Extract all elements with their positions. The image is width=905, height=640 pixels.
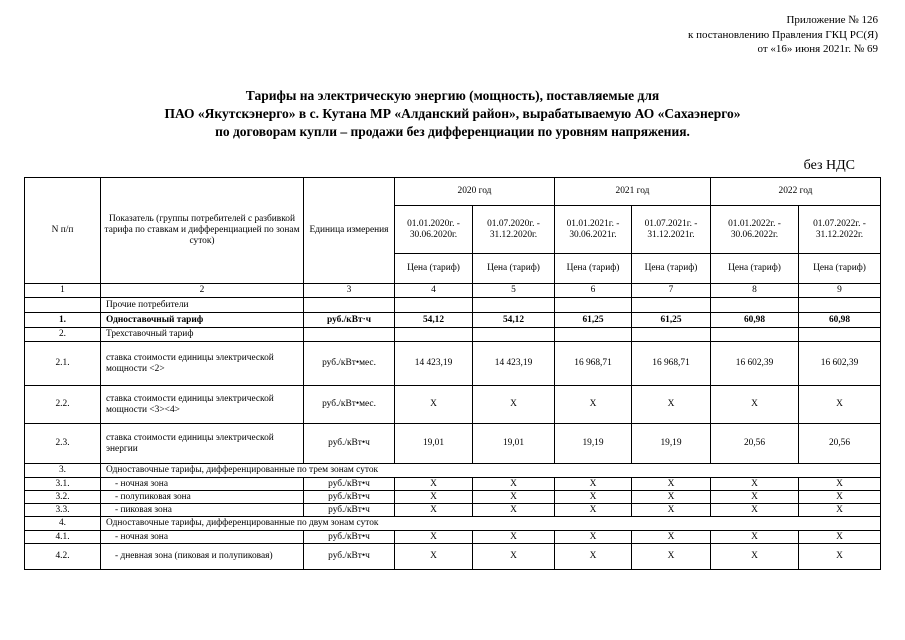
column-number: 2 [101,284,304,298]
table-row [25,464,881,478]
row-indicator: Трехставочный тариф [101,328,304,342]
column-number: 8 [711,284,799,298]
row-indicator: - дневная зона (пиковая и полупиковая) [101,544,304,570]
tariff-value: X [555,478,632,491]
table-row [25,342,881,386]
header-price: Цена (тариф) [632,254,711,284]
tariff-value [711,298,799,313]
column-number: 4 [395,284,473,298]
row-number: 1. [25,313,101,328]
appendix-number: Приложение № 126 [786,14,878,26]
tariff-value: X [555,531,632,544]
tariff-value [555,328,632,342]
header-year-2020: 2020 год [395,178,555,206]
tariff-value: X [395,531,473,544]
tariff-value: 19,01 [473,424,555,464]
column-number: 5 [473,284,555,298]
row-unit: руб./кВт•ч [304,531,395,544]
table-row [25,504,881,517]
tariff-value [799,328,881,342]
tariff-value: X [711,386,799,424]
tariff-value [711,328,799,342]
tariff-value: 54,12 [473,313,555,328]
column-number: 9 [799,284,881,298]
row-number: 2.3. [25,424,101,464]
tariff-value: 16 602,39 [711,342,799,386]
table-row [25,328,881,342]
row-indicator: ставка стоимости единицы электрической энергии [101,424,304,464]
tariff-value: X [473,386,555,424]
row-unit: руб./кВт•мес. [304,386,395,424]
tariff-value: 60,98 [799,313,881,328]
tariff-value: X [632,386,711,424]
header-period: 01.07.2021г. - 31.12.2021г. [632,206,711,254]
tariff-value: 20,56 [799,424,881,464]
tariff-value: 60,98 [711,313,799,328]
header-period: 01.07.2020г. - 31.12.2020г. [473,206,555,254]
resolution-reference: к постановлению Правления ГКЦ РС(Я) [688,28,878,41]
header-period: 01.07.2022г. - 31.12.2022г. [799,206,881,254]
row-indicator: ставка стоимости единицы электрической мощности <2> [101,342,304,386]
row-unit: руб./кВт·ч [304,313,395,328]
tariff-value: X [473,491,555,504]
row-number: 2.1. [25,342,101,386]
row-indicator: - полупиковая зона [101,491,304,504]
document-header [688,13,878,57]
tariff-value: X [555,504,632,517]
tariff-value: X [555,386,632,424]
tariff-value: 16 968,71 [632,342,711,386]
row-unit [304,328,395,342]
tariff-value: 19,19 [555,424,632,464]
tariff-table [24,177,881,570]
tariff-value: X [711,531,799,544]
table-header-row-years [25,178,881,206]
row-number: 4. [25,517,101,531]
tariff-value: X [395,478,473,491]
tariff-value: X [555,544,632,570]
row-number: 3.1. [25,478,101,491]
tariff-value: X [473,478,555,491]
row-number: 3. [25,464,101,478]
tariff-value: X [395,386,473,424]
table-row [25,424,881,464]
tariff-value: X [799,504,881,517]
column-number: 7 [632,284,711,298]
tariff-value: X [632,491,711,504]
header-year-2022: 2022 год [711,178,881,206]
header-year-2021: 2021 год [555,178,711,206]
title-line-3: по договорам купли – продажи без дифференциации по уровням напряжения. [215,124,690,139]
row-number: 2. [25,328,101,342]
header-price: Цена (тариф) [799,254,881,284]
document-title [0,87,905,141]
row-indicator: ставка стоимости единицы электрической мощности <3><4> [101,386,304,424]
tariff-value [799,298,881,313]
header-num: N п/п [25,178,101,284]
row-indicator: Прочие потребители [101,298,304,313]
row-unit [304,298,395,313]
tariff-value: X [395,544,473,570]
table-row [25,313,881,328]
tariff-value: 16 968,71 [555,342,632,386]
row-indicator: - ночная зона [101,478,304,491]
tariff-value: X [711,504,799,517]
header-period: 01.01.2021г. - 30.06.2021г. [555,206,632,254]
tariff-value: X [799,544,881,570]
row-indicator: Одноставочный тариф [101,313,304,328]
row-indicator: - ночная зона [101,531,304,544]
row-number: 4.1. [25,531,101,544]
resolution-date: от «16» июня 2021г. № 69 [757,43,878,55]
tariff-value: 19,19 [632,424,711,464]
table-row [25,531,881,544]
column-number: 1 [25,284,101,298]
table-row [25,491,881,504]
tariff-value: X [711,491,799,504]
title-line-2: ПАО «Якутскэнерго» в с. Кутана МР «Алданский район», вырабатываемую АО «Сахаэнерго» [164,106,741,121]
tariff-value: 14 423,19 [473,342,555,386]
header-period: 01.01.2022г. - 30.06.2022г. [711,206,799,254]
tariff-value [473,298,555,313]
tariff-value: X [473,544,555,570]
tariff-value: 19,01 [395,424,473,464]
tariff-value: X [473,531,555,544]
row-indicator: - пиковая зона [101,504,304,517]
tariff-value: X [632,544,711,570]
tariff-value: X [799,531,881,544]
tariff-value: X [711,478,799,491]
table-row [25,544,881,570]
tariff-value [632,298,711,313]
tariff-value: 61,25 [632,313,711,328]
tariff-value: X [395,504,473,517]
header-price: Цена (тариф) [555,254,632,284]
tariff-value: 61,25 [555,313,632,328]
tariff-value: 14 423,19 [395,342,473,386]
row-indicator: Одноставочные тарифы, дифференцированные по трем зонам суток [101,464,881,478]
tariff-value [473,328,555,342]
tariff-value: 20,56 [711,424,799,464]
tariff-value [632,328,711,342]
row-unit: руб./кВт•ч [304,491,395,504]
tariff-value: X [395,491,473,504]
row-number: 3.2. [25,491,101,504]
table-row [25,517,881,531]
tariff-value: X [632,504,711,517]
tariff-value: X [799,491,881,504]
table-row [25,386,881,424]
row-unit: руб./кВт•ч [304,424,395,464]
tariff-value: X [799,386,881,424]
header-indicator: Показатель (группы потребителей с разбивкой тарифа по ставкам и дифференциацией по зонам суток) [101,178,304,284]
row-unit: руб./кВт•мес. [304,342,395,386]
tariff-value [395,298,473,313]
column-number: 6 [555,284,632,298]
row-indicator: Одноставочные тарифы, дифференцированные по двум зонам суток [101,517,881,531]
tariff-value: X [473,504,555,517]
tariff-value: 16 602,39 [799,342,881,386]
tariff-value: 54,12 [395,313,473,328]
row-number [25,298,101,313]
vat-note: без НДС [803,158,855,173]
tariff-value [395,328,473,342]
tariff-value [555,298,632,313]
tariff-value: X [632,478,711,491]
row-number: 2.2. [25,386,101,424]
tariff-value: X [555,491,632,504]
row-unit: руб./кВт•ч [304,544,395,570]
header-price: Цена (тариф) [395,254,473,284]
tariff-value: X [632,531,711,544]
table-row [25,478,881,491]
title-line-1: Тарифы на электрическую энергию (мощность), поставляемые для [245,88,660,103]
column-numbers-row [25,284,881,298]
tariff-value: X [799,478,881,491]
header-price: Цена (тариф) [473,254,555,284]
header-unit: Единица измерения [304,178,395,284]
header-price: Цена (тариф) [711,254,799,284]
row-unit: руб./кВт•ч [304,504,395,517]
row-unit: руб./кВт•ч [304,478,395,491]
tariff-value: X [711,544,799,570]
row-number: 4.2. [25,544,101,570]
column-number: 3 [304,284,395,298]
row-number: 3.3. [25,504,101,517]
header-period: 01.01.2020г. - 30.06.2020г. [395,206,473,254]
table-row [25,298,881,313]
